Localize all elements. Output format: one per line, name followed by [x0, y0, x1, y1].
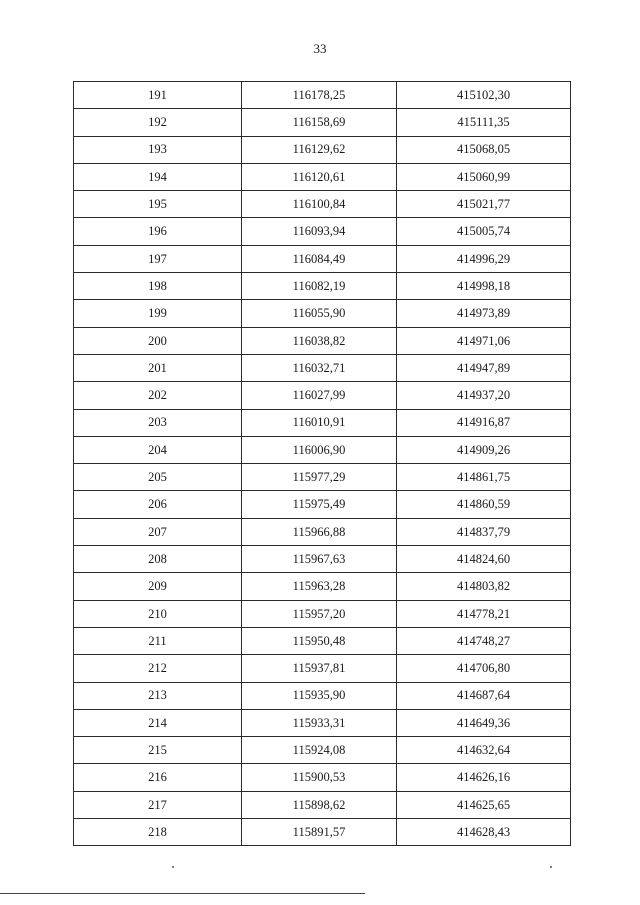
x-coordinate-cell: 115898,62 — [242, 791, 397, 818]
table-row — [74, 600, 571, 627]
x-coordinate-cell: 115924,08 — [242, 737, 397, 764]
table-row — [74, 327, 571, 354]
x-coordinate-cell: 116027,99 — [242, 382, 397, 409]
table-row — [74, 409, 571, 436]
point-number-cell: 196 — [74, 218, 242, 245]
y-coordinate-cell: 414837,79 — [397, 518, 571, 545]
table-row — [74, 191, 571, 218]
x-coordinate-cell: 116010,91 — [242, 409, 397, 436]
x-coordinate-cell: 115967,63 — [242, 546, 397, 573]
table-row — [74, 300, 571, 327]
x-coordinate-cell: 116055,90 — [242, 300, 397, 327]
point-number-cell: 217 — [74, 791, 242, 818]
y-coordinate-cell: 414803,82 — [397, 573, 571, 600]
point-number-cell: 215 — [74, 737, 242, 764]
y-coordinate-cell: 414909,26 — [397, 436, 571, 463]
x-coordinate-cell: 115933,31 — [242, 709, 397, 736]
table-row — [74, 245, 571, 272]
x-coordinate-cell: 115966,88 — [242, 518, 397, 545]
x-coordinate-cell: 115957,20 — [242, 600, 397, 627]
x-coordinate-cell: 115900,53 — [242, 764, 397, 791]
point-number-cell: 214 — [74, 709, 242, 736]
y-coordinate-cell: 414996,29 — [397, 245, 571, 272]
x-coordinate-cell: 115937,81 — [242, 655, 397, 682]
table-row — [74, 464, 571, 491]
point-number-cell: 216 — [74, 764, 242, 791]
table-row — [74, 382, 571, 409]
y-coordinate-cell: 415111,35 — [397, 109, 571, 136]
y-coordinate-cell: 414860,59 — [397, 491, 571, 518]
y-coordinate-cell: 415060,99 — [397, 163, 571, 190]
point-number-cell: 209 — [74, 573, 242, 600]
x-coordinate-cell: 116032,71 — [242, 354, 397, 381]
y-coordinate-cell: 414861,75 — [397, 464, 571, 491]
table-row — [74, 163, 571, 190]
table-row — [74, 136, 571, 163]
point-number-cell: 207 — [74, 518, 242, 545]
table-row — [74, 436, 571, 463]
y-coordinate-cell: 414748,27 — [397, 627, 571, 654]
y-coordinate-cell: 414632,64 — [397, 737, 571, 764]
point-number-cell: 206 — [74, 491, 242, 518]
table-row — [74, 573, 571, 600]
x-coordinate-cell: 116084,49 — [242, 245, 397, 272]
y-coordinate-cell: 414687,64 — [397, 682, 571, 709]
table-row — [74, 218, 571, 245]
point-number-cell: 192 — [74, 109, 242, 136]
coordinates-table-body — [74, 82, 571, 846]
y-coordinate-cell: 414916,87 — [397, 409, 571, 436]
x-coordinate-cell: 115963,28 — [242, 573, 397, 600]
y-coordinate-cell: 414706,80 — [397, 655, 571, 682]
point-number-cell: 210 — [74, 600, 242, 627]
y-coordinate-cell: 414824,60 — [397, 546, 571, 573]
table-row — [74, 764, 571, 791]
scan-mark — [550, 866, 552, 868]
point-number-cell: 218 — [74, 819, 242, 846]
table-row — [74, 655, 571, 682]
scan-mark — [172, 866, 174, 868]
y-coordinate-cell: 415102,30 — [397, 82, 571, 109]
point-number-cell: 193 — [74, 136, 242, 163]
table-row — [74, 709, 571, 736]
point-number-cell: 195 — [74, 191, 242, 218]
point-number-cell: 208 — [74, 546, 242, 573]
point-number-cell: 204 — [74, 436, 242, 463]
point-number-cell: 199 — [74, 300, 242, 327]
y-coordinate-cell: 414973,89 — [397, 300, 571, 327]
table-row — [74, 491, 571, 518]
x-coordinate-cell: 116093,94 — [242, 218, 397, 245]
y-coordinate-cell: 414937,20 — [397, 382, 571, 409]
point-number-cell: 198 — [74, 273, 242, 300]
table-row — [74, 354, 571, 381]
y-coordinate-cell: 415005,74 — [397, 218, 571, 245]
y-coordinate-cell: 414628,43 — [397, 819, 571, 846]
table-row — [74, 109, 571, 136]
y-coordinate-cell: 414947,89 — [397, 354, 571, 381]
point-number-cell: 200 — [74, 327, 242, 354]
point-number-cell: 194 — [74, 163, 242, 190]
table-row — [74, 546, 571, 573]
x-coordinate-cell: 115975,49 — [242, 491, 397, 518]
point-number-cell: 203 — [74, 409, 242, 436]
table-row — [74, 819, 571, 846]
x-coordinate-cell: 115950,48 — [242, 627, 397, 654]
point-number-cell: 212 — [74, 655, 242, 682]
table-row — [74, 273, 571, 300]
coordinates-table — [73, 81, 571, 846]
y-coordinate-cell: 414778,21 — [397, 600, 571, 627]
x-coordinate-cell: 115935,90 — [242, 682, 397, 709]
y-coordinate-cell: 415021,77 — [397, 191, 571, 218]
y-coordinate-cell: 414998,18 — [397, 273, 571, 300]
y-coordinate-cell: 414649,36 — [397, 709, 571, 736]
page-number: 33 — [313, 41, 327, 56]
x-coordinate-cell: 115977,29 — [242, 464, 397, 491]
x-coordinate-cell: 116158,69 — [242, 109, 397, 136]
table-row — [74, 682, 571, 709]
bottom-rule — [0, 893, 365, 894]
table-row — [74, 737, 571, 764]
point-number-cell: 191 — [74, 82, 242, 109]
point-number-cell: 213 — [74, 682, 242, 709]
x-coordinate-cell: 116129,62 — [242, 136, 397, 163]
y-coordinate-cell: 414626,16 — [397, 764, 571, 791]
x-coordinate-cell: 116038,82 — [242, 327, 397, 354]
point-number-cell: 202 — [74, 382, 242, 409]
point-number-cell: 211 — [74, 627, 242, 654]
table-row — [74, 518, 571, 545]
table-row — [74, 791, 571, 818]
point-number-cell: 205 — [74, 464, 242, 491]
x-coordinate-cell: 116082,19 — [242, 273, 397, 300]
table-row — [74, 82, 571, 109]
y-coordinate-cell: 414625,65 — [397, 791, 571, 818]
point-number-cell: 201 — [74, 354, 242, 381]
x-coordinate-cell: 115891,57 — [242, 819, 397, 846]
x-coordinate-cell: 116100,84 — [242, 191, 397, 218]
y-coordinate-cell: 415068,05 — [397, 136, 571, 163]
x-coordinate-cell: 116120,61 — [242, 163, 397, 190]
point-number-cell: 197 — [74, 245, 242, 272]
x-coordinate-cell: 116006,90 — [242, 436, 397, 463]
table-row — [74, 627, 571, 654]
x-coordinate-cell: 116178,25 — [242, 82, 397, 109]
y-coordinate-cell: 414971,06 — [397, 327, 571, 354]
